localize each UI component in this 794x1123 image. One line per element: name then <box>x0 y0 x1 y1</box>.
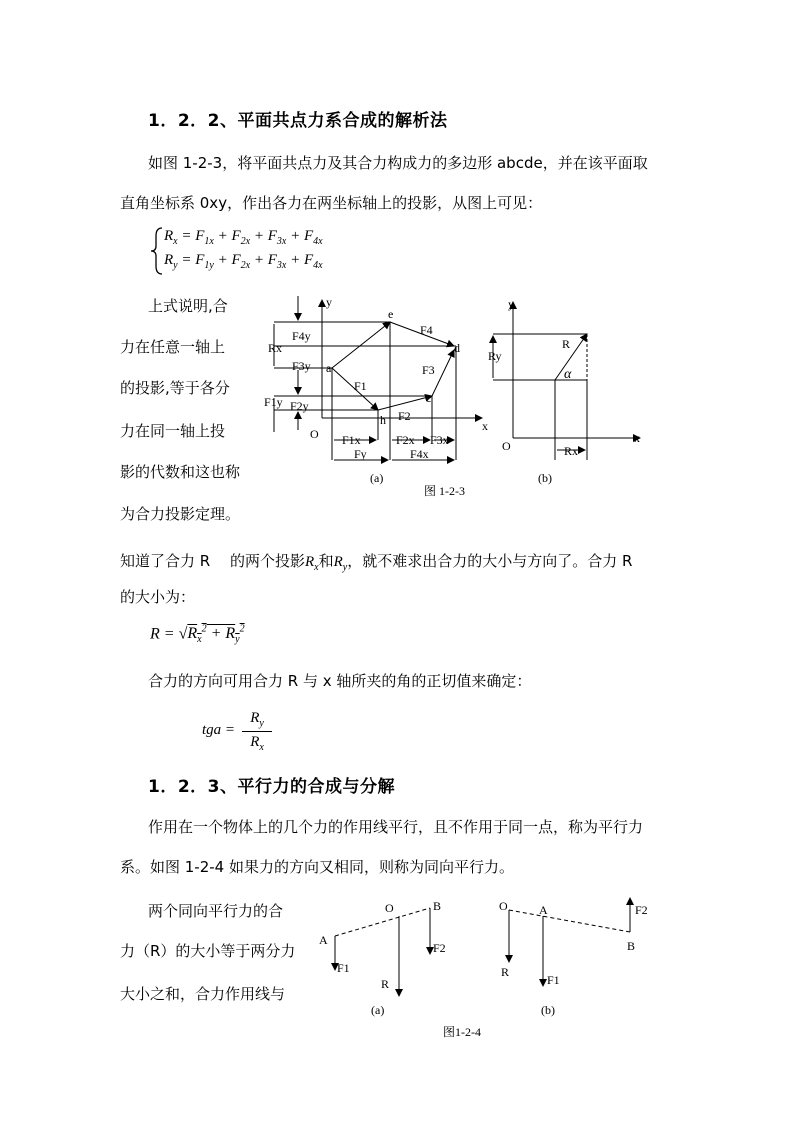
label-r: R <box>562 337 571 351</box>
label-f4y: F4y <box>292 329 311 343</box>
label-o-a: O <box>385 901 394 915</box>
fraction-bar <box>242 731 272 732</box>
label-point-d: d <box>454 341 460 355</box>
side-text-line: 上式说明,合 <box>148 297 228 315</box>
force-f2-arrow <box>378 396 432 410</box>
label-a-b: A <box>539 903 548 917</box>
equation-rx: $R_x = F_{1x} + F_{2x} + F_{3x} + F_{4x}$ <box>164 228 323 247</box>
equation-magnitude: $R = √R_x^2 + R_y^2$ <box>150 624 245 646</box>
label-f3y: F3y <box>292 359 311 373</box>
label-x-b: x <box>634 431 640 445</box>
label-point-h: h <box>380 413 386 427</box>
label-f1y: F1y <box>264 395 283 409</box>
label-f1x: F1x <box>342 433 361 447</box>
subfigure-label-124a: (a) <box>371 1003 385 1017</box>
label-f3x: F3x <box>430 433 449 447</box>
label-f4x: F4x <box>410 447 429 461</box>
label-y-b: y <box>508 297 514 311</box>
paragraph-line: 合力的方向可用合力 R 与 x 轴所夹的角的正切值来确定： <box>148 672 532 690</box>
subfigure-label-b: (b) <box>538 471 552 485</box>
label-r-b: R <box>501 965 510 979</box>
side-text-line: 的投影,等于各分 <box>120 379 230 397</box>
label-f1: F1 <box>354 379 367 393</box>
label-f2-a: F2 <box>433 941 446 955</box>
side-text-line: 大小之和，合力作用线与 <box>120 985 286 1003</box>
resultant-ae-arrow <box>332 322 390 368</box>
label-f2y: F2y <box>290 399 309 413</box>
label-origin-a: O <box>310 427 319 441</box>
side-text-line: 影的代数和这也称 <box>120 463 241 481</box>
side-text-line: 力（R）的大小等于两分力 <box>120 942 296 960</box>
label-f1-a: F1 <box>337 961 350 975</box>
subfigure-label-124b: (b) <box>541 1003 555 1017</box>
label-point-e: e <box>388 307 394 321</box>
label-point-a: a <box>326 361 332 375</box>
side-text-line: 两个同向平行力的合 <box>148 902 284 920</box>
figure-caption-1-2-3: 图 1-2-3 <box>424 484 465 498</box>
math-rx: $R_x$ <box>304 554 319 573</box>
fraction-denominator: $R_x$ <box>250 734 264 753</box>
label-f4: F4 <box>420 323 433 337</box>
side-text-line: 力在任意一轴上 <box>120 338 226 356</box>
paragraph-line: 直角坐标系 0xy，作出各力在两坐标轴上的投影，从图上可见： <box>120 194 543 212</box>
label-f1-b: F1 <box>547 973 560 987</box>
figure-caption-1-2-4: 图1-2-4 <box>443 1025 481 1039</box>
label-o-b: O <box>499 899 508 913</box>
paragraph-projection-and: 和 <box>318 552 334 570</box>
label-r-a: R <box>381 977 390 991</box>
paragraph-projection <box>120 550 632 573</box>
label-point-c: c <box>426 391 432 405</box>
label-x-a: x <box>482 419 488 433</box>
math-ry: $R_y$ <box>333 554 348 573</box>
label-rx-a: Rx <box>268 341 283 355</box>
label-fy: Fy <box>354 447 367 461</box>
label-y-a: y <box>326 295 332 309</box>
connecting-line-a <box>335 908 430 936</box>
label-ry: Ry <box>488 349 502 363</box>
label-b-b: B <box>627 939 636 953</box>
label-alpha: α <box>564 367 572 382</box>
label-a-a: A <box>319 933 328 947</box>
side-text-line: 为合力投影定理。 <box>120 505 241 523</box>
paragraph-line: 系。如图 1-2-4 如果力的方向又相同，则称为同向平行力。 <box>120 858 514 876</box>
label-f3: F3 <box>422 363 435 377</box>
label-f2: F2 <box>398 409 411 423</box>
subfigure-label-a: (a) <box>370 471 384 485</box>
label-origin-b: O <box>502 439 511 453</box>
section-heading-1-2-2: 1．2．2、平面共点力系合成的解析法 <box>148 111 448 131</box>
connecting-line-b <box>509 910 630 932</box>
figure-1-2-4 <box>315 890 675 1040</box>
label-rx-b: Rx <box>564 444 579 458</box>
label-b-a: B <box>433 899 442 913</box>
paragraph-projection-end: ，就不难求出合力的大小与方向了。合力 R <box>347 552 633 570</box>
label-f2x: F2x <box>396 433 415 447</box>
force-f3-arrow <box>432 350 454 396</box>
paragraph-line: 如图 1-2-3，将平面共点力及其合力构成力的多边形 abcde，并在该平面取 <box>148 154 648 172</box>
paragraph-line: 作用在一个物体上的几个力的作用线平行，且不作用于同一点，称为平行力 <box>148 818 644 836</box>
equation-tangent: tga = <box>202 722 236 738</box>
side-text-line: 力在同一轴上投 <box>120 422 226 440</box>
figure-1-2-3 <box>260 290 660 505</box>
paragraph-projection-start: 知道了合力 R 的两个投影 <box>120 552 305 570</box>
fraction-numerator: $R_y$ <box>250 710 264 729</box>
equation-ry: $R_y = F_{1y} + F_{2x} + F_{3x} + F_{4x}$ <box>164 252 323 271</box>
section-heading-1-2-3: 1．2．3、平行力的合成与分解 <box>148 777 395 797</box>
label-f2-b: F2 <box>635 903 648 917</box>
paragraph-line: 的大小为： <box>120 588 196 606</box>
